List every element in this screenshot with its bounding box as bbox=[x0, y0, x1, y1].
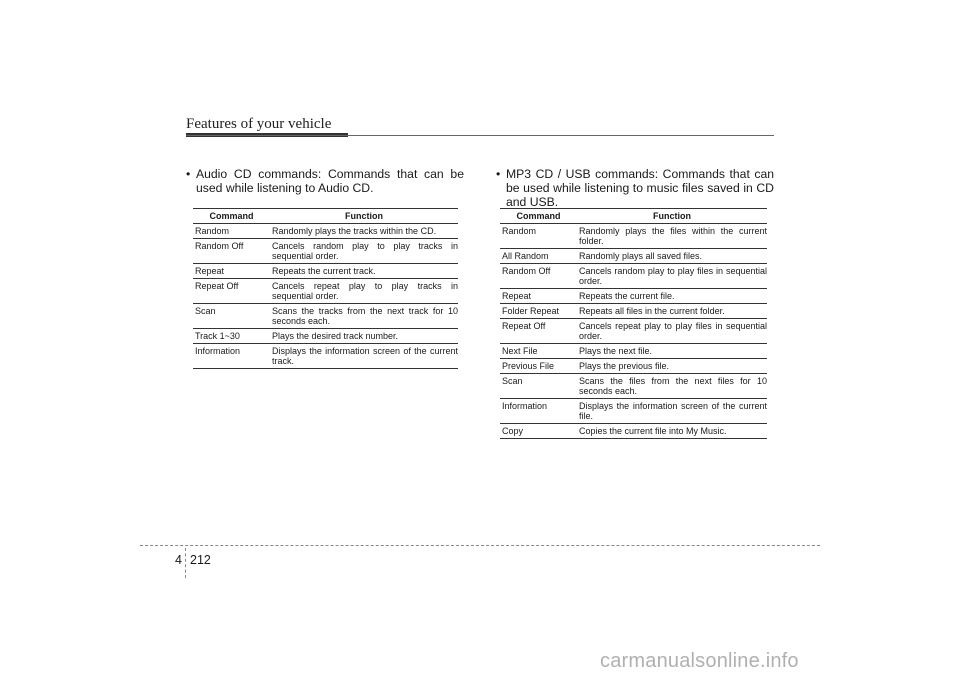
audio-cd-intro-text: Audio CD commands: Commands that can be used while listening to Audio CD. bbox=[196, 167, 464, 195]
function-cell: Repeats all files in the current folder. bbox=[577, 304, 767, 319]
command-cell: Copy bbox=[500, 424, 577, 439]
footer-divider bbox=[185, 548, 186, 578]
table-row bbox=[500, 224, 767, 249]
table-row bbox=[193, 344, 458, 369]
watermark-text: carmanualsonline.info bbox=[600, 650, 799, 672]
chapter-number: 4 bbox=[175, 553, 182, 567]
table-row bbox=[500, 264, 767, 289]
bullet-icon: • bbox=[186, 167, 191, 181]
table-row bbox=[500, 249, 767, 264]
column-header-command: Command bbox=[500, 209, 577, 224]
command-cell: Information bbox=[193, 344, 270, 369]
table-row bbox=[500, 424, 767, 439]
command-cell: All Random bbox=[500, 249, 577, 264]
command-cell: Random bbox=[500, 224, 577, 249]
function-cell: Repeats the current file. bbox=[577, 289, 767, 304]
audio-cd-command-table bbox=[193, 208, 458, 369]
command-cell: Folder Repeat bbox=[500, 304, 577, 319]
footer-rule bbox=[140, 545, 820, 546]
table-row bbox=[500, 344, 767, 359]
mp3-usb-intro bbox=[496, 167, 774, 209]
column-header-function: Function bbox=[577, 209, 767, 224]
function-cell: Scans the tracks from the next track for 10 seconds each. bbox=[270, 304, 458, 329]
function-cell: Randomly plays all saved files. bbox=[577, 249, 767, 264]
table-row bbox=[500, 359, 767, 374]
audio-cd-intro bbox=[186, 167, 464, 195]
command-cell: Scan bbox=[500, 374, 577, 399]
mp3-usb-intro-text: MP3 CD / USB commands: Commands that can be used while listening to music files saved in CD and USB. bbox=[506, 167, 774, 209]
page-header-title: Features of your vehicle bbox=[186, 116, 332, 132]
column-header-function: Function bbox=[270, 209, 458, 224]
command-cell: Next File bbox=[500, 344, 577, 359]
command-cell: Repeat Off bbox=[193, 279, 270, 304]
command-cell: Repeat Off bbox=[500, 319, 577, 344]
function-cell: Copies the current file into My Music. bbox=[577, 424, 767, 439]
page-number: 212 bbox=[190, 553, 211, 567]
command-cell: Previous File bbox=[500, 359, 577, 374]
function-cell: Cancels random play to play files in sequential order. bbox=[577, 264, 767, 289]
command-cell: Scan bbox=[193, 304, 270, 329]
table-header-row bbox=[500, 209, 767, 224]
function-cell: Cancels repeat play to play files in sequential order. bbox=[577, 319, 767, 344]
command-cell: Track 1~30 bbox=[193, 329, 270, 344]
function-cell: Displays the information screen of the current track. bbox=[270, 344, 458, 369]
header-rule bbox=[186, 135, 774, 136]
table-row bbox=[193, 264, 458, 279]
command-cell: Random Off bbox=[193, 239, 270, 264]
function-cell: Displays the information screen of the current file. bbox=[577, 399, 767, 424]
table-row bbox=[193, 224, 458, 239]
command-cell: Repeat bbox=[193, 264, 270, 279]
bullet-icon: • bbox=[496, 167, 501, 181]
table-row bbox=[193, 279, 458, 304]
function-cell: Cancels repeat play to play tracks in sequential order. bbox=[270, 279, 458, 304]
table-row bbox=[500, 304, 767, 319]
command-cell: Repeat bbox=[500, 289, 577, 304]
table-row bbox=[193, 239, 458, 264]
function-cell: Plays the next file. bbox=[577, 344, 767, 359]
function-cell: Cancels random play to play tracks in sequential order. bbox=[270, 239, 458, 264]
table-row bbox=[500, 289, 767, 304]
command-cell: Information bbox=[500, 399, 577, 424]
table-row bbox=[500, 399, 767, 424]
table-row bbox=[193, 304, 458, 329]
function-cell: Scans the files from the next files for 10 seconds each. bbox=[577, 374, 767, 399]
function-cell: Plays the previous file. bbox=[577, 359, 767, 374]
function-cell: Plays the desired track number. bbox=[270, 329, 458, 344]
function-cell: Randomly plays the tracks within the CD. bbox=[270, 224, 458, 239]
function-cell: Repeats the current track. bbox=[270, 264, 458, 279]
command-cell: Random Off bbox=[500, 264, 577, 289]
table-header-row bbox=[193, 209, 458, 224]
table-row bbox=[500, 374, 767, 399]
command-cell: Random bbox=[193, 224, 270, 239]
table-row bbox=[500, 319, 767, 344]
column-header-command: Command bbox=[193, 209, 270, 224]
function-cell: Randomly plays the files within the current folder. bbox=[577, 224, 767, 249]
table-row bbox=[193, 329, 458, 344]
mp3-usb-command-table bbox=[500, 208, 767, 439]
